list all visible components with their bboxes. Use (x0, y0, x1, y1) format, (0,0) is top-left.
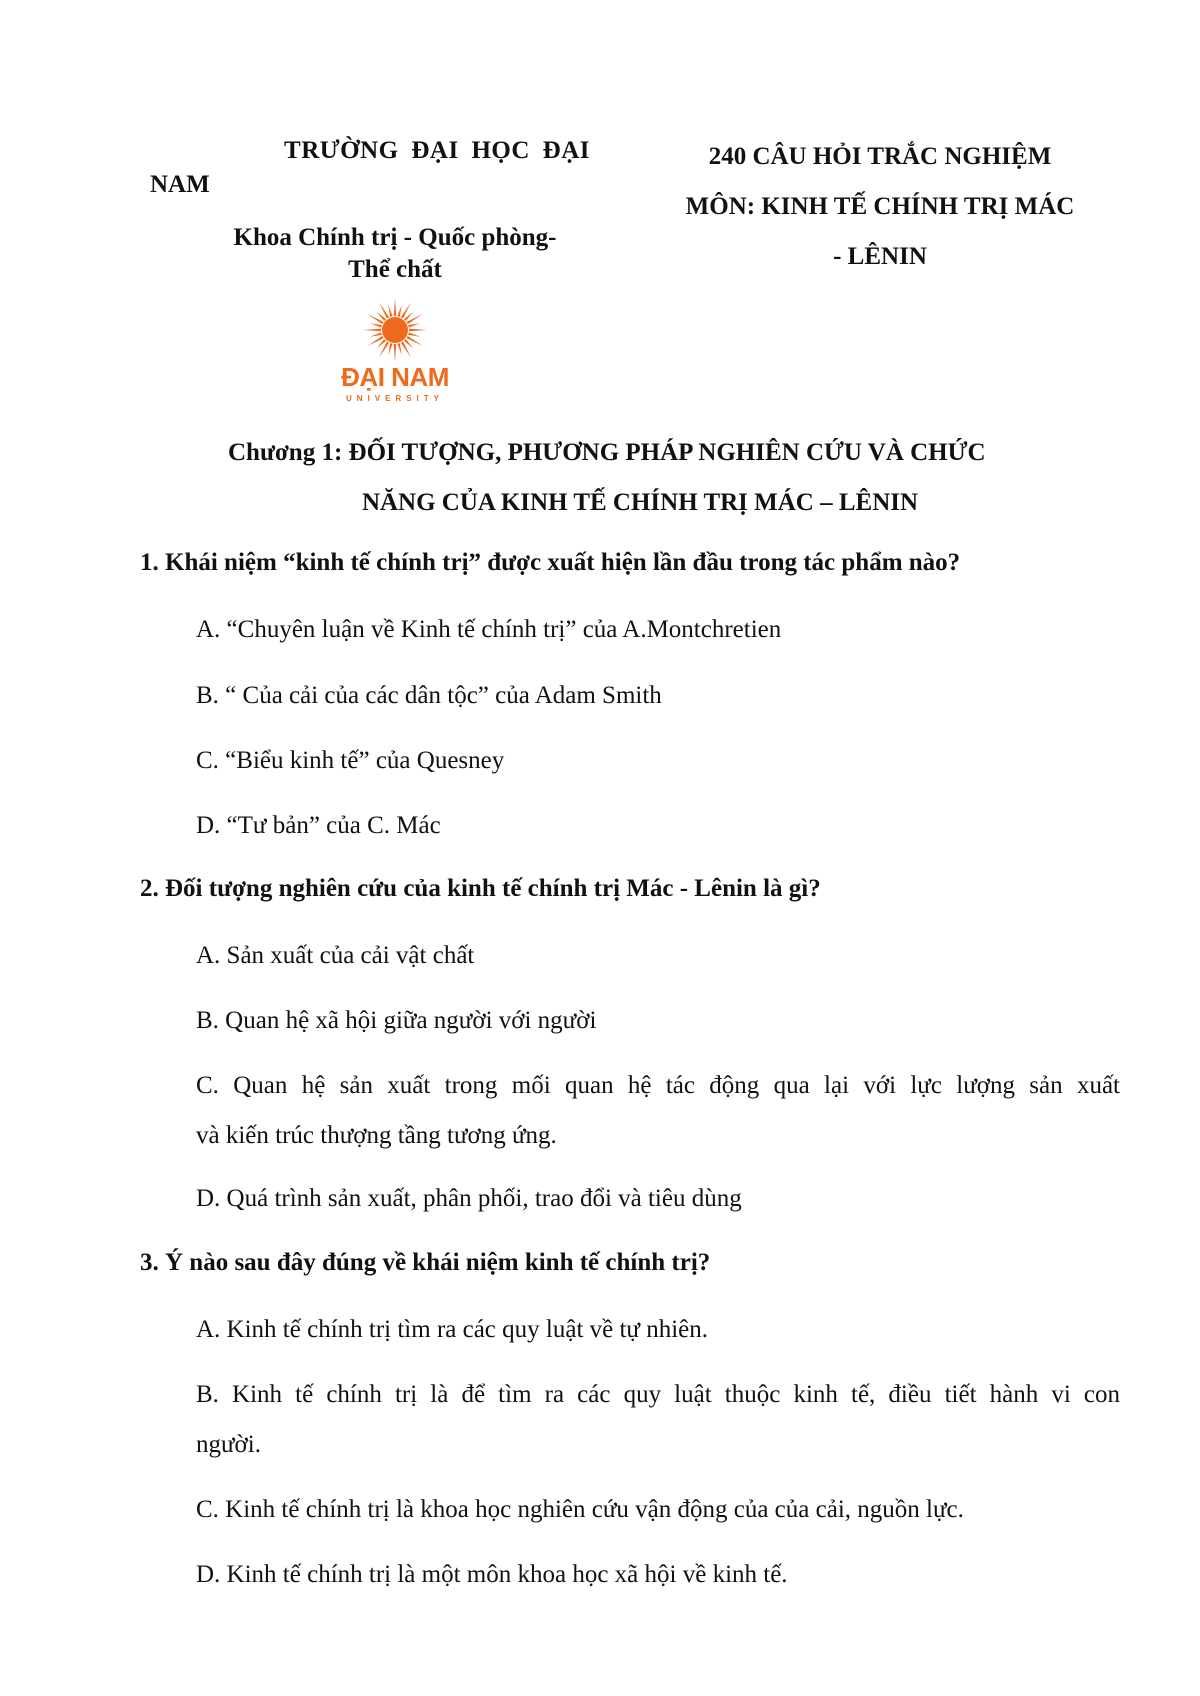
school-name (150, 134, 590, 202)
question-3-option-b: B. Kinh tế chính trị là để tìm ra các quy luật thuộc kinh tế, điều tiết hành vi con (196, 1381, 1120, 1408)
sun-ray (408, 323, 420, 327)
question-1: 1. Khái niệm “kinh tế chính trị” được xuất hiện lần đầu trong tác phẩm nào? (140, 549, 961, 576)
question-2: 2. Đối tượng nghiên cứu của kinh tế chính trị Mác - Lênin là gì? (140, 875, 821, 902)
school-name-line-2: NAM (150, 171, 210, 198)
sun-ray (394, 344, 397, 362)
question-2-option-d: D. Quá trình sản xuất, phân phối, trao đổi và tiêu dùng (196, 1185, 742, 1212)
sun-icon (330, 296, 460, 366)
question-1-option-b: B. “ Của cải của các dân tộc” của Adam Smith (196, 682, 662, 709)
question-3-option-a: A. Kinh tế chính trị tìm ra các quy luật về tự nhiên. (196, 1316, 709, 1343)
question-2-option-c-continued: và kiến trúc thượng tầng tương ứng. (196, 1122, 557, 1149)
logo-text: ĐẠI NAM (341, 362, 449, 392)
question-1-option-d: D. “Tư bản” của C. Mác (196, 812, 441, 839)
sun-ray (388, 305, 392, 317)
school-name-line-1: TRƯỜNG ĐẠI HỌC ĐẠI (284, 137, 590, 164)
sun-ray (408, 332, 420, 336)
question-1-option-a: A. “Chuyên luận về Kinh tế chính trị” của A.Montchretien (196, 616, 782, 643)
question-1-option-c: C. “Biểu kinh tế” của Quesney (196, 747, 505, 774)
sun-ray (397, 343, 401, 355)
faculty-name-line-2: Thể chất (348, 256, 442, 283)
document-title (650, 132, 1110, 282)
sun-ray (394, 298, 397, 316)
logo-subtext: UNIVERSITY (345, 394, 444, 403)
faculty-name-line-1: Khoa Chính trị - Quốc phòng- (233, 224, 557, 251)
sun-ray (370, 323, 382, 327)
chapter-heading-line-2: NĂNG CỦA KINH TẾ CHÍNH TRỊ MÁC – LÊNIN (361, 489, 919, 516)
chapter-heading (140, 428, 1100, 528)
question-2-option-b: B. Quan hệ xã hội giữa người với người (196, 1007, 597, 1034)
question-3-option-d: D. Kinh tế chính trị là một môn khoa học xã hội về kinh tế. (196, 1561, 788, 1588)
university-logo (330, 296, 460, 411)
sun-ray (388, 343, 392, 355)
question-2-option-c: C. Quan hệ sản xuất trong mối quan hệ tác động qua lại với lực lượng sản xuất (196, 1072, 1120, 1099)
sun-ray (370, 332, 382, 336)
question-2-option-a: A. Sản xuất của cải vật chất (196, 942, 475, 969)
title-line-1: 240 CÂU HỎI TRẮC NGHIỆM (708, 143, 1052, 170)
faculty-name (205, 222, 585, 286)
title-line-3: - LÊNIN (833, 243, 927, 270)
chapter-heading-line-1: Chương 1: ĐỐI TƯỢNG, PHƯƠNG PHÁP NGHIÊN CỨU VÀ CHỨC (228, 439, 986, 466)
question-3: 3. Ý nào sau đây đúng về khái niệm kinh tế chính trị? (140, 1249, 711, 1276)
sun-ray (363, 329, 381, 332)
question-3-option-c: C. Kinh tế chính trị là khoa học nghiên cứu vận động của của cải, nguồn lực. (196, 1496, 964, 1523)
question-3-option-b-continued: người. (196, 1431, 261, 1458)
title-line-2: MÔN: KINH TẾ CHÍNH TRỊ MÁC (685, 193, 1075, 220)
sun-ray (397, 305, 401, 317)
sun-ray (409, 329, 427, 332)
